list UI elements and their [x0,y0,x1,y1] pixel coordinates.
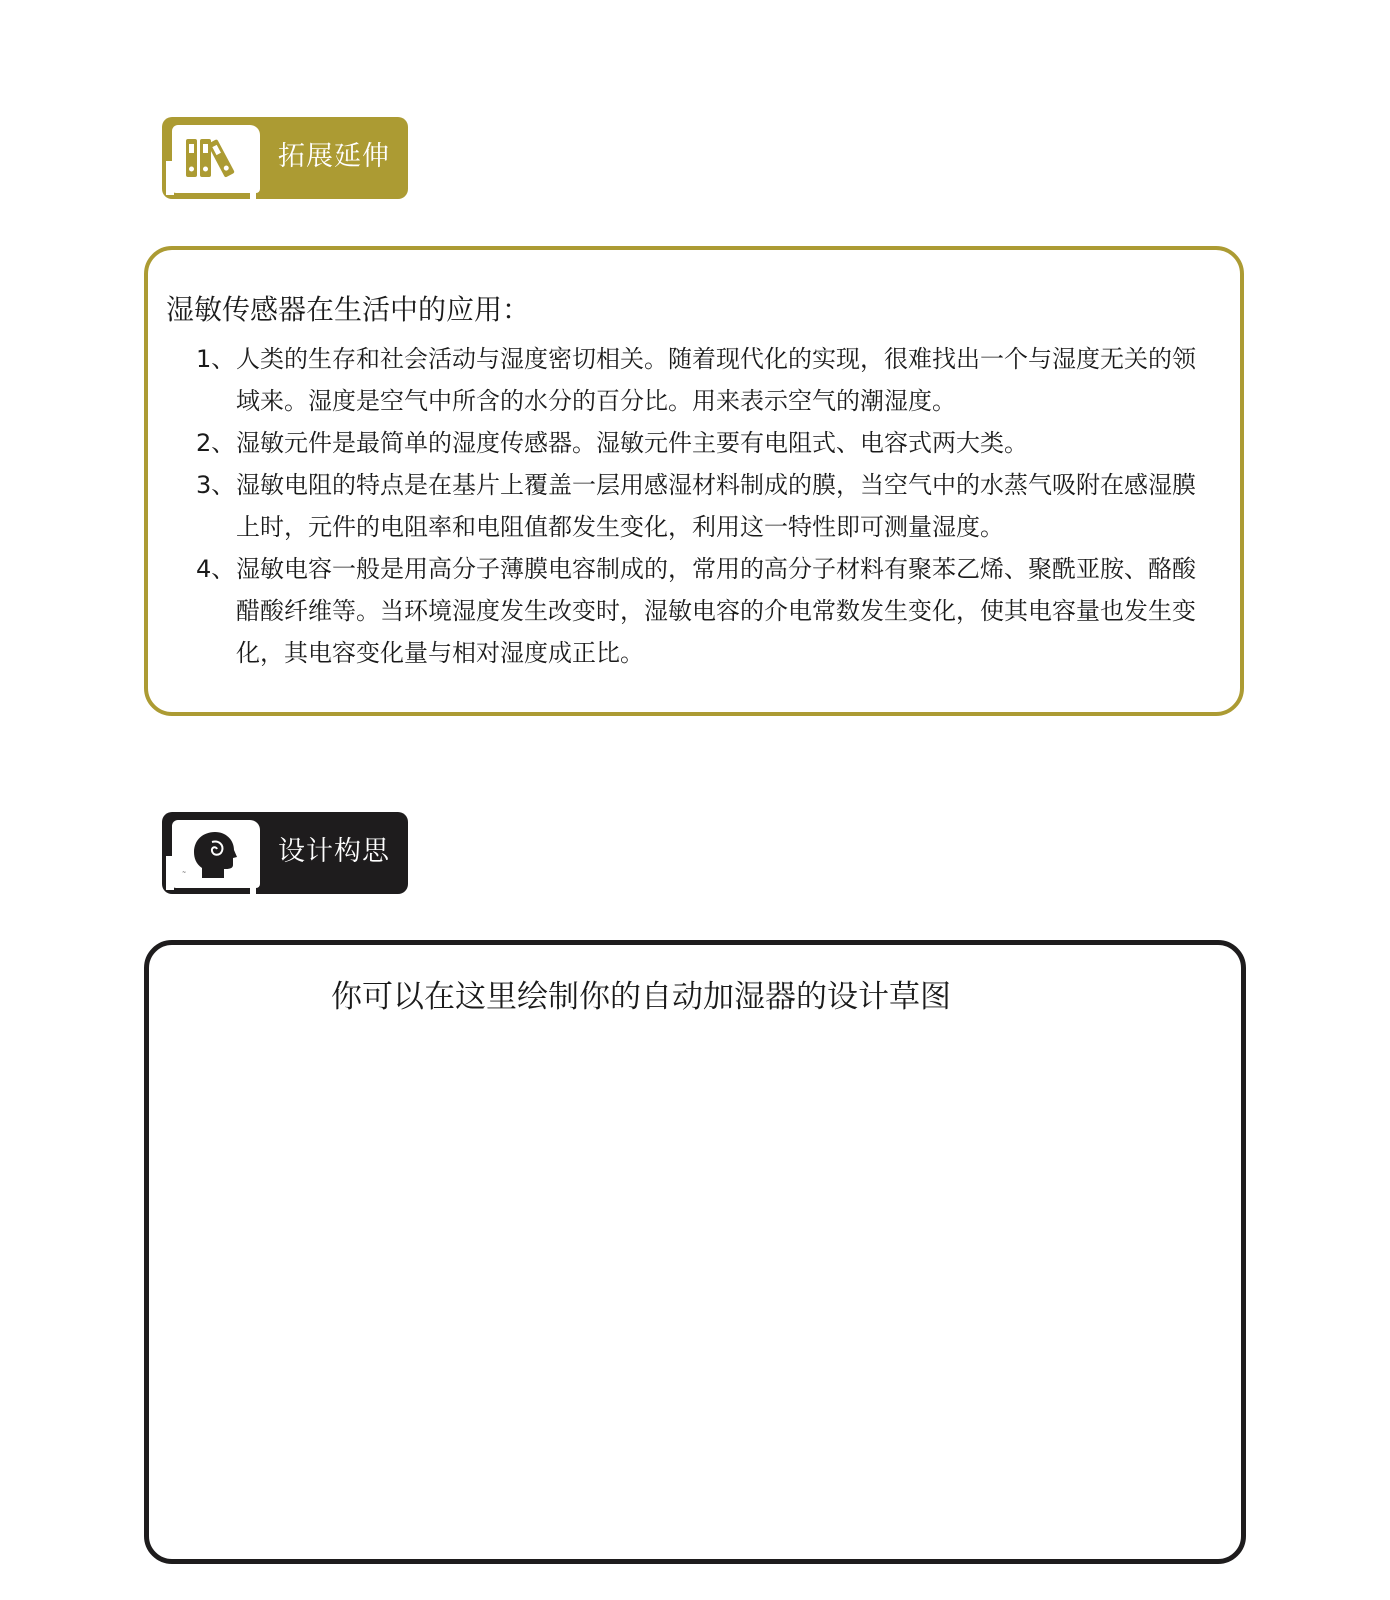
extension-list [196,338,1206,674]
list-item-text: 人类的生存和社会活动与湿度密切相关。随着现代化的实现，很难找出一个与湿度无关的领域来。湿度是空气中所含的水分的百分比。用来表示空气的潮湿度。 [236,345,1196,415]
design-sketch-area[interactable] [144,940,1246,1564]
extension-header-card [172,125,260,193]
list-item-text: 湿敏电阻的特点是在基片上覆盖一层用感湿材料制成的膜，当空气中的水蒸气吸附在感湿膜上时，元件的电阻率和电阻值都发生变化，利用这一特性即可测量湿度。 [236,471,1196,541]
design-header-card [172,820,260,888]
design-header-label: 设计构思 [278,836,390,867]
sketch-prompt: 你可以在这里绘制你的自动加湿器的设计草图 [331,979,951,1015]
list-item [196,338,1206,422]
extension-header-label: 拓展延伸 [278,141,390,172]
list-item-number: 4、 [196,555,236,583]
thinking-head-icon [182,828,246,882]
list-item-text: 湿敏元件是最简单的湿度传感器。湿敏元件主要有电阻式、电容式两大类。 [236,429,1028,457]
list-item-number: 1、 [196,345,236,373]
list-item-text: 湿敏电容一般是用高分子薄膜电容制成的，常用的高分子材料有聚苯乙烯、聚酰亚胺、酪酸醋酸纤维等。当环境湿度发生改变时，湿敏电容的介电常数发生变化，使其电容量也发生变化，其电容变化量与相对湿度成正比。 [236,555,1196,667]
binders-icon [182,133,246,183]
design-section-header [162,812,408,894]
svg-text:~: ~ [182,870,187,876]
extension-content-box [144,246,1244,716]
list-item [196,548,1206,674]
list-item-number: 3、 [196,471,236,499]
list-item [196,422,1206,464]
extension-title: 湿敏传感器在生活中的应用： [166,293,531,326]
list-item [196,464,1206,548]
list-item-number: 2、 [196,429,236,457]
extension-section-header [162,117,408,199]
